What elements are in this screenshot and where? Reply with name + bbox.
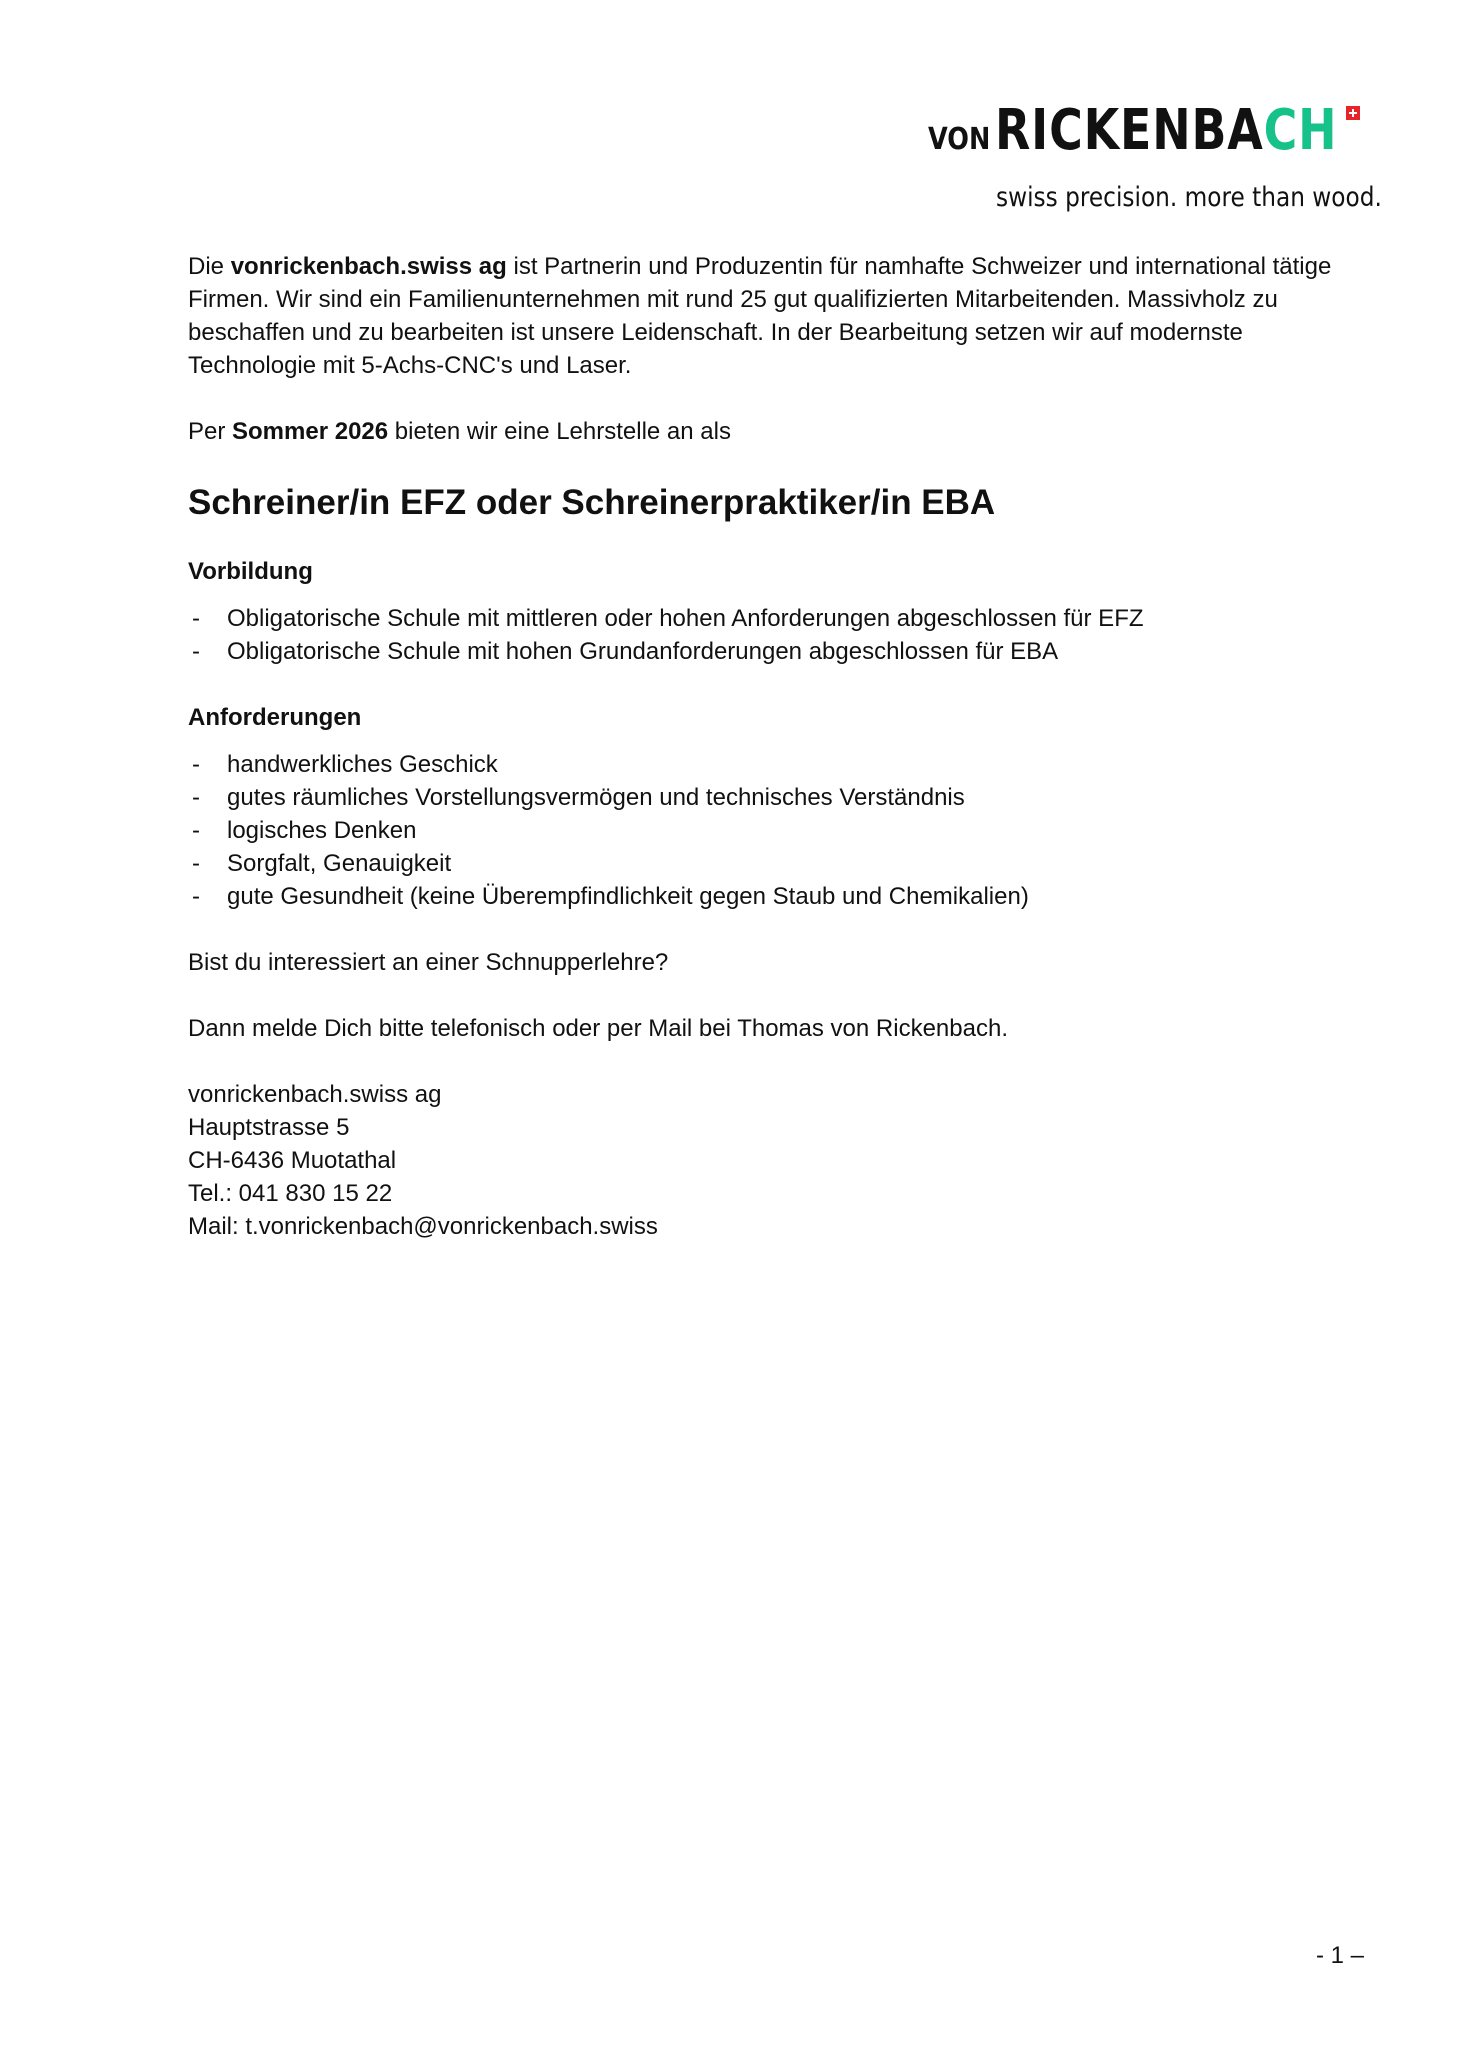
intro-text: ist Partnerin und Produzentin für namhafte Schweizer und international tätige Firmen. Wir sind ein Familienunternehmen mit rund 25 gut qualifizierten Mitarbeitenden. Massivholz zu beschaffen und zu bearbeiten ist unsere Leidenschaft. In der Bearbeitung setzen wir auf modernste Technologie mit 5-Achs-CNC's und Laser.	[188, 253, 1332, 379]
offer-paragraph	[188, 415, 1348, 448]
call-to-action-text: Dann melde Dich bitte telefonisch oder per Mail bei Thomas von Rickenbach.	[188, 1015, 1008, 1042]
offer-season: Sommer 2026	[232, 418, 389, 445]
contact-city: CH-6436 Muotathal	[188, 1147, 397, 1174]
company-logo	[928, 98, 1382, 218]
offer-suffix: bieten wir eine Lehrstelle an als	[388, 418, 731, 445]
list-item: - handwerkliches Geschick	[188, 748, 1348, 781]
logo-tagline: swiss precision. more than wood.	[996, 182, 1382, 213]
list-item: - Obligatorische Schule mit mittleren oder hohen Anforderungen abgeschlossen für EFZ	[188, 602, 1348, 635]
vorbildung-list	[188, 602, 1348, 668]
letter-body	[188, 250, 1348, 1243]
intro-paragraph	[188, 250, 1348, 382]
logo-name-main: RICKENBA	[995, 98, 1264, 163]
anforderungen-list	[188, 748, 1348, 913]
list-item: - gutes räumliches Vorstellungsvermögen und technisches Verständnis	[188, 781, 1348, 814]
list-item: - logisches Denken	[188, 814, 1348, 847]
swiss-cross-icon	[1346, 106, 1360, 120]
list-item: - Obligatorische Schule mit hohen Grundanforderungen abgeschlossen für EBA	[188, 635, 1348, 668]
list-item: - gute Gesundheit (keine Überempfindlichkeit gegen Staub und Chemikalien)	[188, 880, 1348, 913]
logo-name	[995, 98, 1337, 163]
vorbildung-heading: Vorbildung	[188, 558, 313, 585]
contact-company: vonrickenbach.swiss ag	[188, 1081, 442, 1108]
logo-wordmark	[928, 98, 1413, 164]
logo-name-ch: CH	[1263, 98, 1338, 163]
contact-street: Hauptstrasse 5	[188, 1114, 350, 1141]
job-title: Schreiner/in EFZ oder Schreinerpraktiker/in EBA	[188, 483, 996, 522]
question-text: Bist du interessiert an einer Schnupperlehre?	[188, 949, 669, 976]
page-number: - 1 –	[1315, 1942, 1364, 1969]
list-item: - Sorgfalt, Genauigkeit	[188, 847, 1348, 880]
intro-company: vonrickenbach.swiss ag	[230, 253, 507, 280]
logo-von: VON	[928, 122, 991, 157]
contact-mail: Mail: t.vonrickenbach@vonrickenbach.swiss	[188, 1213, 658, 1240]
intro-prefix: Die	[188, 253, 231, 280]
anforderungen-heading: Anforderungen	[188, 704, 362, 731]
contact-block	[188, 1078, 1348, 1243]
contact-phone: Tel.: 041 830 15 22	[188, 1180, 393, 1207]
offer-prefix: Per	[188, 418, 233, 445]
